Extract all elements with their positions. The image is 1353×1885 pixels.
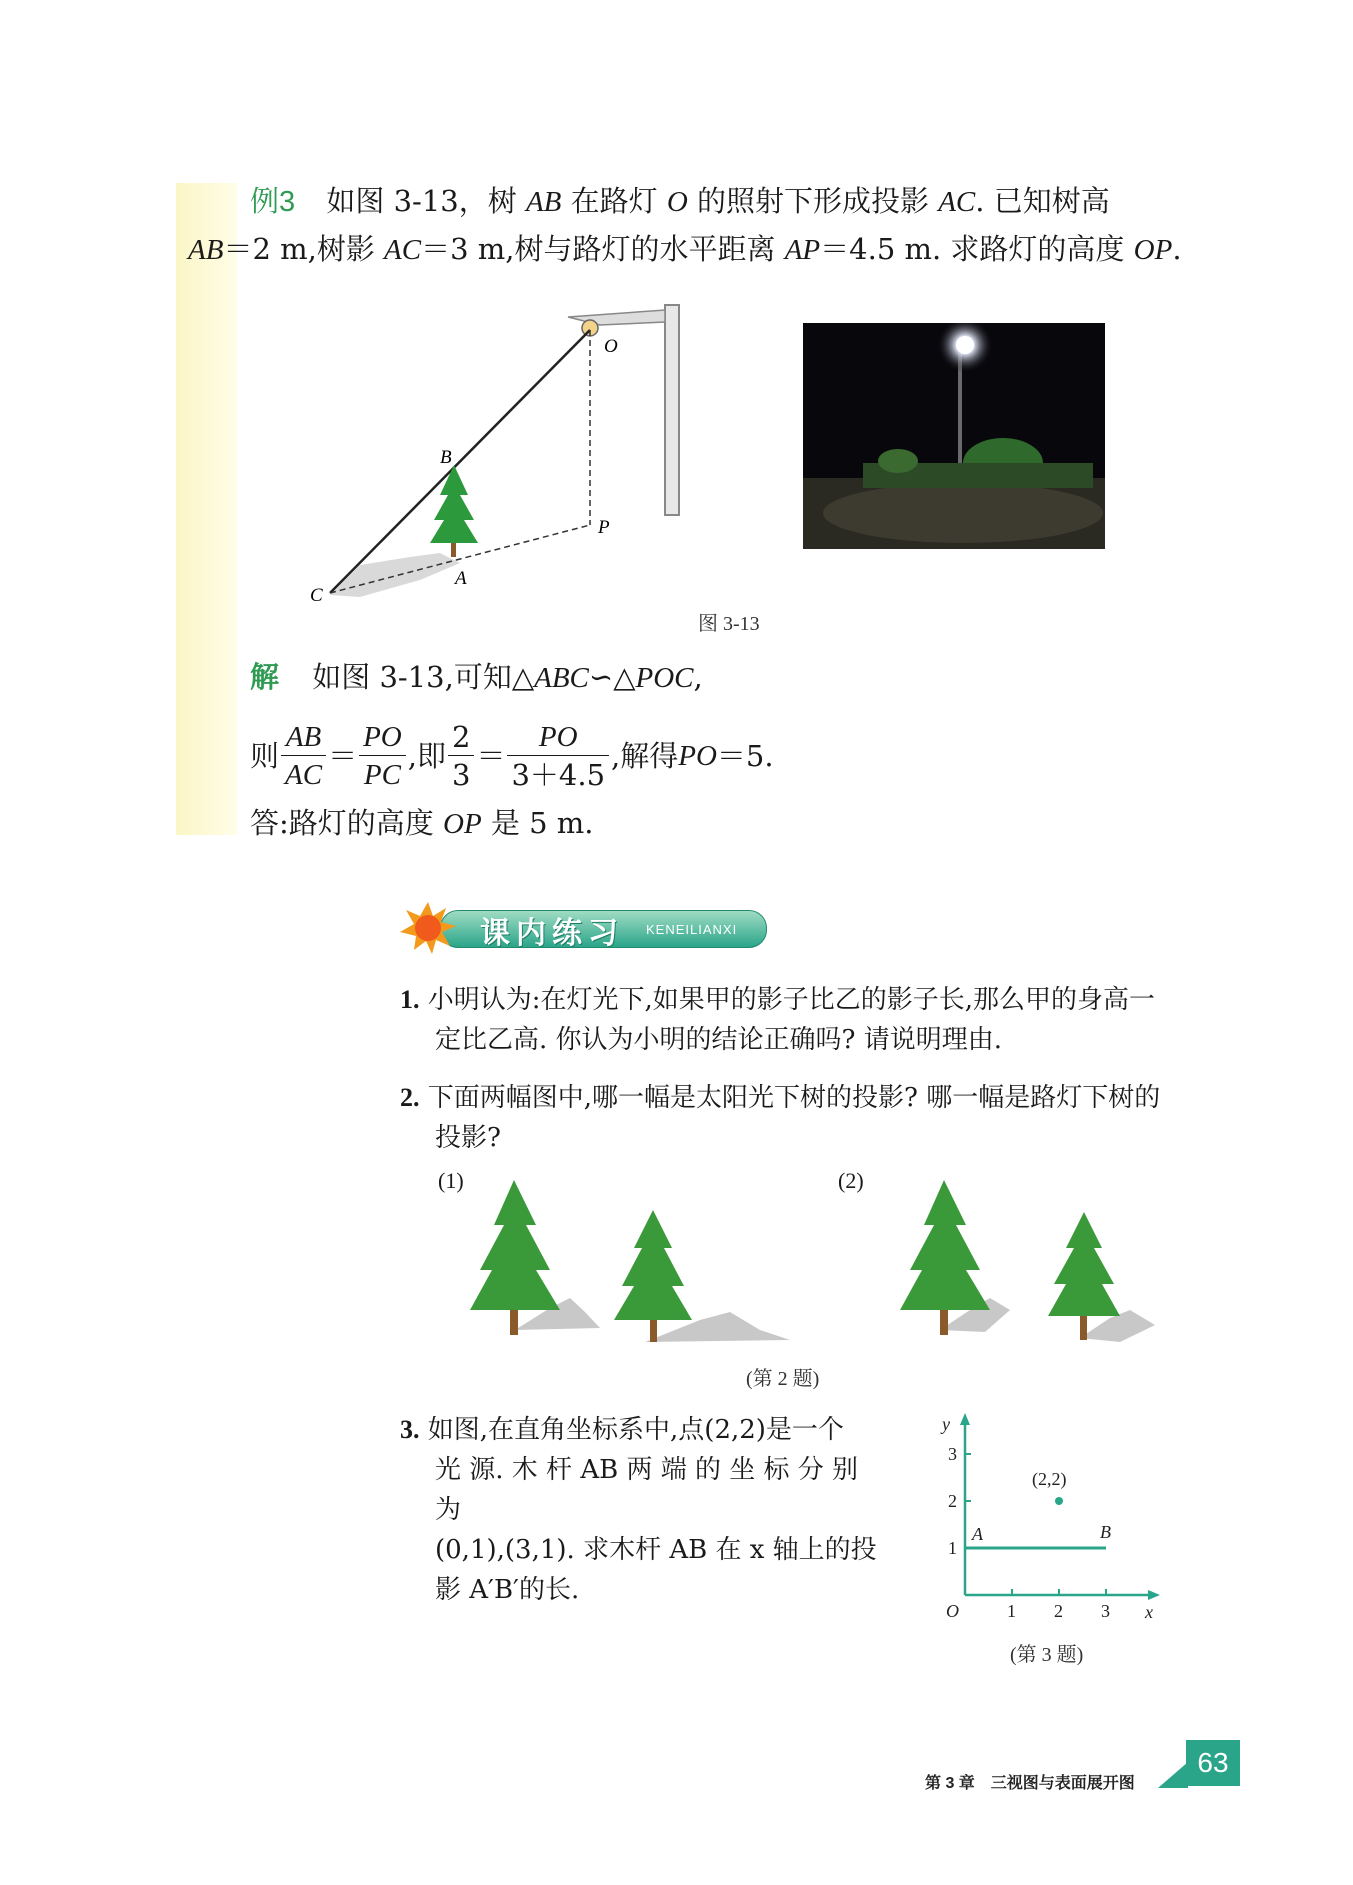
q2-label-2: (2): [838, 1168, 864, 1193]
tree-foliage: [430, 465, 478, 543]
y-axis-arrow: [960, 1413, 970, 1425]
solution-label: 解: [250, 660, 280, 694]
section-header: [400, 902, 770, 954]
fraction-po-pc: $\frac{PO}{PC}$: [359, 719, 406, 794]
y-axis-label: y: [942, 1414, 950, 1434]
x-axis-label: x: [1145, 1602, 1153, 1622]
q3-coordinate-plot: [920, 1410, 1170, 1630]
tree-foliage: [900, 1180, 990, 1310]
sun-icon: [400, 902, 456, 954]
page-number: 63: [1186, 1740, 1240, 1786]
example-label: 例3: [250, 186, 296, 218]
fraction-ab-ac: $\frac{AB}{AC}$: [281, 719, 326, 794]
q2-trees-figure: [470, 1180, 1170, 1360]
y-tick-label-3: 3: [948, 1444, 957, 1464]
question-2: 2. 下面两幅图中,哪一幅是太阳光下树的投影? 哪一幅是路灯下树的 投影?: [400, 1083, 1161, 1153]
example-line-1: 例3 如图 3-13，树 AB 在路灯 O 的照射下形成投影 AC. 已知树高: [250, 184, 1110, 218]
section-title: 课内练习: [480, 917, 624, 950]
point-b-label: B: [1100, 1522, 1111, 1542]
label-o: O: [604, 336, 618, 357]
tree-foliage: [1048, 1212, 1120, 1316]
solution-line-1: 解 如图 3-13,可知△ABC∽△POC,: [250, 660, 703, 694]
label-b: B: [440, 447, 452, 468]
light-ray-line: [330, 330, 590, 593]
tree-foliage: [470, 1180, 560, 1310]
y-tick-label-1: 1: [948, 1538, 957, 1558]
streetlight-diagram: [300, 295, 720, 615]
light-source-point: [1055, 1497, 1063, 1505]
night-streetlight-photo: [803, 323, 1105, 549]
label-c: C: [310, 585, 323, 606]
q2-caption: (第 2 题): [746, 1368, 820, 1390]
q3-caption: (第 3 题): [1010, 1644, 1084, 1666]
solution-equation: 则 $\frac{AB}{AC}$ ＝ $\frac{PO}{PC}$ ,即 $\frac{2}{3}$ ＝ $\frac{PO}{3+4.5}$ ,解得 PO ＝5.: [250, 719, 774, 792]
x-axis-arrow: [1148, 1590, 1160, 1600]
chapter-footer: 第 3 章 三视图与表面展开图: [925, 1775, 1135, 1792]
point-label: (2,2): [1032, 1469, 1067, 1489]
section-subtitle: KENEILIANXI: [646, 922, 738, 937]
label-p: P: [598, 517, 610, 538]
question-3: 3. 如图,在直角坐标系中,点(2,2)是一个 光 源. 木 杆 AB 两 端 的 坐 标 分 别 为 (0,1),(3,1). 求木杆 AB 在 x 轴上的投 影 A′B′的长.: [400, 1415, 877, 1605]
fraction-2-3: $\frac{2}{3}$: [448, 719, 474, 794]
label-a: A: [455, 568, 467, 589]
x-tick-label-1: 1: [1007, 1601, 1016, 1621]
fraction-po-sum: $\frac{PO}{3+4.5}$: [507, 719, 609, 794]
page-tab-arrow: [1158, 1762, 1188, 1788]
q2-label-1: (1): [438, 1168, 464, 1193]
example-line-2: AB＝2 m,树影 AC＝3 m,树与路灯的水平距离 AP＝4.5 m. 求路灯的高度 OP.: [188, 232, 1182, 266]
solution-answer: 答:路灯的高度 OP 是 5 m.: [250, 806, 594, 840]
figure-caption: 图 3-13: [698, 613, 760, 635]
lamp-pole: [665, 305, 679, 515]
tree-foliage: [614, 1210, 692, 1320]
y-tick-label-2: 2: [948, 1491, 957, 1511]
question-1: 1. 小明认为:在灯光下,如果甲的影子比乙的影子长,那么甲的身高一 定比乙高. 你认为小明的结论正确吗? 请说明理由.: [400, 985, 1156, 1055]
x-tick-label-2: 2: [1054, 1601, 1063, 1621]
point-a-label: A: [972, 1524, 983, 1544]
lamp-arm: [568, 310, 665, 325]
x-tick-label-3: 3: [1101, 1601, 1110, 1621]
example-highlight-bar: [176, 183, 237, 835]
origin-label: O: [946, 1601, 959, 1621]
